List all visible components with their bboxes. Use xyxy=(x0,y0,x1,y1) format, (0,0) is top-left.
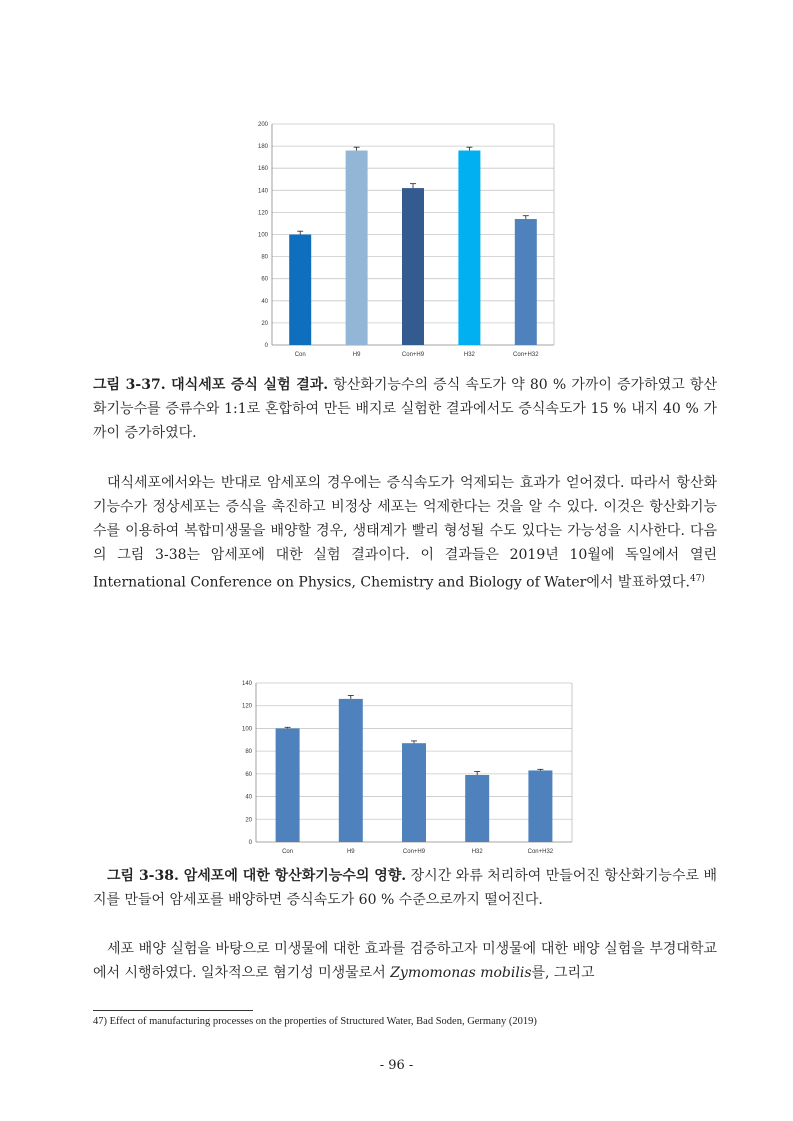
y-tick-label: 160 xyxy=(257,166,268,173)
bar-con-plus-h9 xyxy=(402,188,424,345)
x-tick-label: Con+H32 xyxy=(513,352,539,358)
y-tick-label: 80 xyxy=(245,749,252,756)
y-tick-label: 100 xyxy=(241,726,252,733)
bar-con xyxy=(289,235,311,346)
y-tick-label: 140 xyxy=(241,681,252,687)
caption-text: 장시간 와류 처리하여 만들어진 항산화기능수로 배지를 만들어 암세포를 배양하면 증식속도가 60 % 수준으로까지 떨어진다. xyxy=(93,868,717,908)
y-tick-label: 20 xyxy=(245,817,252,824)
x-tick-label: H9 xyxy=(346,849,355,855)
chart2-svg xyxy=(226,677,586,859)
y-tick-label: 0 xyxy=(248,840,252,846)
footnote-divider xyxy=(93,1010,253,1011)
paragraph-text: 대식세포에서와는 반대로 암세포의 경우에는 증식속도가 억제되는 효과가 얻어졌다. 따라서 항산화기능수가 정상세포는 증식을 촉진하고 비정상 세포는 억제한다는 것을 알 수 있다. 이것은 항산화기능수를 이용하여 복합미생물을 배양할 경우, 생태계가 빨리 형성될 수도 있다는 가능성을 시사한다. 다음의 그림 3-38는 암세포에 대한 실험 결과이다. 이 결과들은 2019년 10월에 독일에서 열린 International Conference on Physics, Chemistry and Biology of Water에서 발표하였다. xyxy=(93,475,717,591)
bar-h32 xyxy=(458,151,480,345)
x-tick-label: Con+H32 xyxy=(527,849,554,855)
footnote: 47) Effect of manufacturing processes on the properties of Structured Water, Bad Soden, Germany (2019) xyxy=(93,1016,537,1027)
chart1-svg xyxy=(240,118,570,363)
x-tick-label: Con xyxy=(282,849,294,855)
y-tick-label: 80 xyxy=(261,254,268,261)
cancer-cell-proliferation-chart xyxy=(226,677,586,859)
caption-label: 그림 3-38. 암세포에 대한 항산화기능수의 영향. xyxy=(107,868,407,884)
bar-con-plus-h32 xyxy=(515,219,537,345)
x-tick-label: H32 xyxy=(471,849,483,855)
y-tick-label: 180 xyxy=(257,144,268,151)
y-tick-label: 60 xyxy=(245,771,252,778)
x-tick-label: H9 xyxy=(352,352,361,358)
x-tick-label: Con+H9 xyxy=(402,849,426,855)
figure-caption-3-38 xyxy=(93,864,717,912)
bar-con-plus-h9 xyxy=(402,743,426,842)
paragraph-text-end: 를, 그리고 xyxy=(531,965,595,981)
caption-text: 항산화기능수의 증식 속도가 약 80 % 가까이 증가하였고 항산화기능수를 증류수와 1:1로 혼합하여 만든 배지로 실험한 결과에서도 증식속도가 15 % 내지 40 % 가까이 증가하였다. xyxy=(93,377,717,441)
bar-con-plus-h32 xyxy=(528,770,552,842)
y-tick-label: 100 xyxy=(257,232,268,239)
y-tick-label: 140 xyxy=(257,188,268,195)
bar-con xyxy=(276,728,300,842)
y-tick-label: 60 xyxy=(261,276,268,283)
x-tick-label: H32 xyxy=(463,352,475,358)
figure-caption-3-37 xyxy=(93,373,717,445)
macrophage-proliferation-chart xyxy=(240,118,570,363)
y-tick-label: 0 xyxy=(264,343,268,349)
species-name: Zymomonas mobilis xyxy=(390,965,532,981)
y-tick-label: 20 xyxy=(261,320,268,327)
page-number: - 96 - xyxy=(379,1058,414,1073)
bar-h9 xyxy=(339,699,363,842)
x-tick-label: Con xyxy=(294,352,306,358)
paragraph-text: 세포 배양 실험을 바탕으로 미생물에 대한 효과를 검증하고자 미생물에 대한 배양 실험을 부경대학교에서 시행하였다. 일차적으로 혐기성 미생물로서 xyxy=(93,941,717,981)
caption-label: 그림 3-37. 대식세포 증식 실험 결과. xyxy=(93,377,329,393)
bar-h9 xyxy=(346,151,368,345)
footnote-reference[interactable]: 47) xyxy=(689,574,705,584)
x-tick-label: Con+H9 xyxy=(401,352,425,358)
y-tick-label: 200 xyxy=(257,122,268,128)
y-tick-label: 40 xyxy=(261,298,268,305)
body-paragraph-2 xyxy=(93,937,717,985)
y-tick-label: 40 xyxy=(245,794,252,801)
bar-h32 xyxy=(465,775,489,842)
y-tick-label: 120 xyxy=(241,703,252,710)
y-tick-label: 120 xyxy=(257,210,268,217)
body-paragraph-1 xyxy=(93,471,717,595)
